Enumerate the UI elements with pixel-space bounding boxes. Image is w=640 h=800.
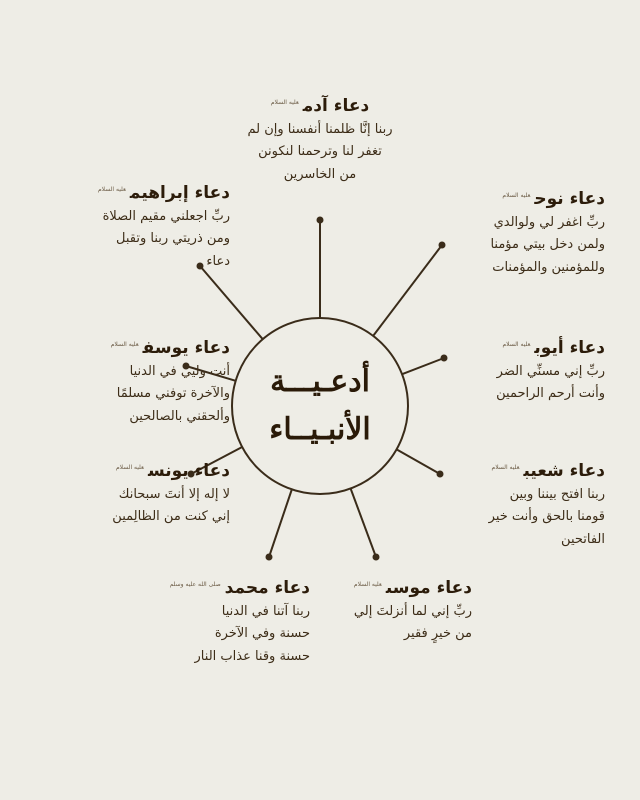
prayer-text: ربنا إنَّا ظلمنا أنفسنا وإن لم تغفر لنا وترحمنا لنكونن من الخاسرين <box>247 121 393 182</box>
prayer-text: ربنا افتح بيننا وبين قومنا بالحق وأنت خير الفاتحين <box>488 486 605 547</box>
prayer-title <box>20 337 230 361</box>
prayer-card-shuayb <box>395 460 605 551</box>
prayer-text: ربِّ إني مسنِّي الضر وأنت أرحم الراحمين <box>496 363 605 402</box>
prayer-title-text: دعاء أيوب <box>534 338 605 358</box>
prayer-card-yunus <box>20 460 230 529</box>
prayer-title <box>210 95 430 119</box>
prayer-card-ayyub <box>395 337 605 406</box>
prayer-card-yusuf <box>20 337 230 428</box>
honorific: عليه السلام <box>270 99 299 107</box>
prayer-title-text: دعاء آدم <box>302 96 370 116</box>
prayer-title <box>20 460 230 484</box>
connector-dot-muhammad <box>266 554 273 561</box>
prayer-title <box>395 460 605 484</box>
prayer-card-muhammad <box>100 577 310 668</box>
prayer-title-text: دعاء إبراهيم <box>129 183 230 203</box>
honorific: صلى الله عليه وسلم <box>169 581 221 589</box>
prayer-title <box>395 188 605 212</box>
connector-dot-adam <box>317 217 324 224</box>
center-title <box>232 318 408 494</box>
prayer-title <box>100 577 310 601</box>
honorific: عليه السلام <box>110 341 139 349</box>
prayer-text: أنت وليي في الدنيا والآخرة توفني مسلمًا وألحقني بالصالحين <box>116 363 230 424</box>
center-title-line-1: أدعـيـــة <box>270 364 370 399</box>
prayer-card-nuh <box>395 188 605 279</box>
honorific: عليه السلام <box>97 186 126 194</box>
prayer-text: ربِّ اجعلني مقيم الصلاة ومن ذريتي ربنا وتقبل دعاء <box>102 208 230 269</box>
prayer-text: ربِّ اغفر لي ولوالدي ولمن دخل بيتي مؤمنا وللمؤمنين والمؤمنات <box>490 214 605 275</box>
connector-line-muhammad <box>269 489 292 557</box>
prayer-title-text: دعاء موسى <box>385 578 472 598</box>
prayer-card-adam <box>210 95 430 186</box>
prayer-title-text: دعاء يونس <box>147 461 230 481</box>
prayer-title-text: دعاء محمد <box>224 578 310 598</box>
prayer-text: لا إله إلا أنتَ سبحانك إني كنت من الظالِمين <box>112 486 230 525</box>
prayer-title <box>395 337 605 361</box>
connector-line-musa <box>351 489 376 557</box>
honorific: عليه السلام <box>115 464 144 472</box>
honorific: عليه السلام <box>502 192 531 200</box>
prayer-title-text: دعاء يوسف <box>142 338 230 358</box>
center-title-line-2: الأنبـيــاء <box>269 412 371 447</box>
prayer-text: ربِّ إني لما أنزلتَ إلي من خيرٍ فقير <box>353 603 472 642</box>
prayer-title-text: دعاء نوح <box>534 189 605 209</box>
prayer-title-text: دعاء شعيب <box>523 461 605 481</box>
connector-dot-musa <box>373 554 380 561</box>
prayer-text: ربنا آتنا في الدنيا حسنة وفي الآخرة حسنة وقنا عذاب النار <box>194 603 310 664</box>
honorific: عليه السلام <box>491 464 520 472</box>
prayer-card-ibrahim <box>20 182 230 273</box>
honorific: عليه السلام <box>502 341 531 349</box>
prayer-title <box>20 182 230 206</box>
honorific: عليه السلام <box>353 581 382 589</box>
